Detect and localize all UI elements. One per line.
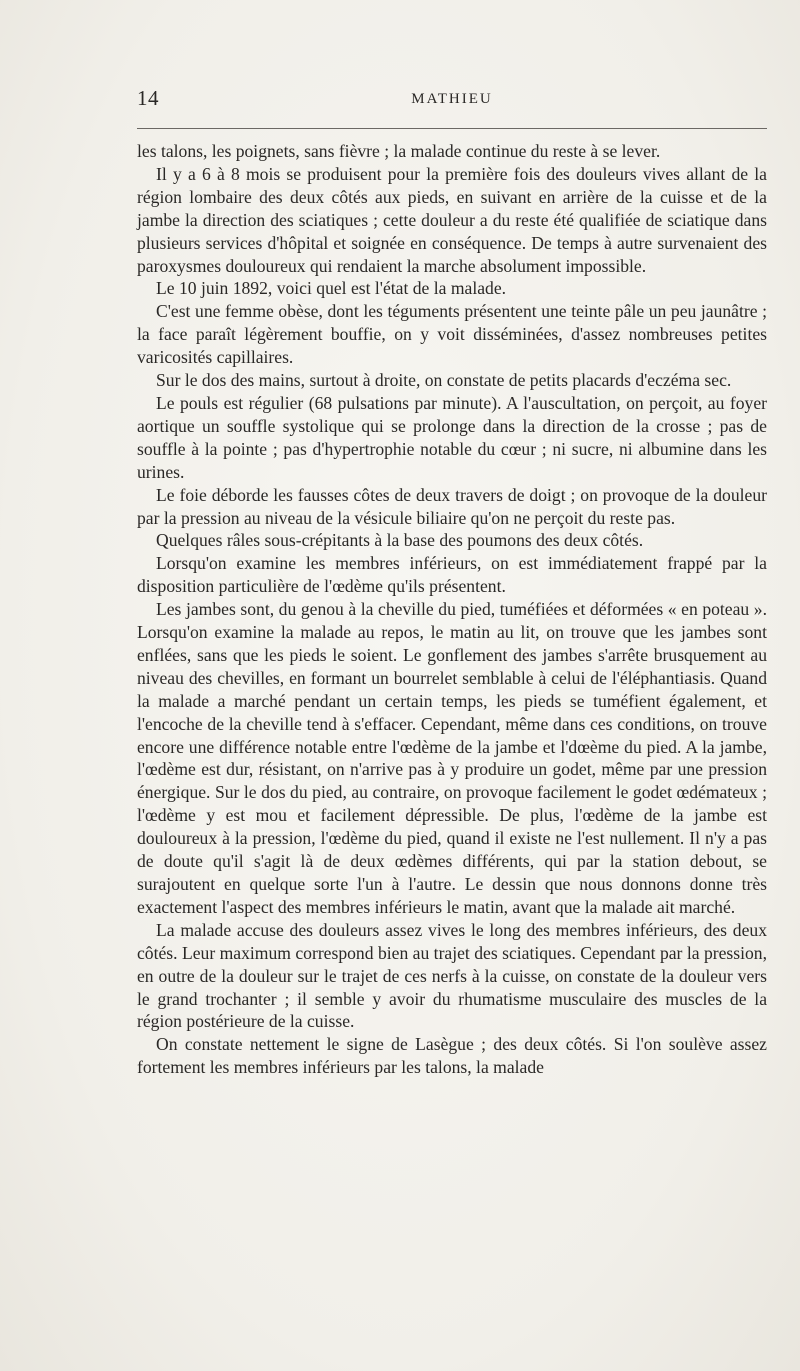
paragraph: Lorsqu'on examine les membres inférieurs, on est immédiatement frappé par la disposition particulière de l'œdème qu'ils présentent. [137, 553, 767, 597]
paragraph: Les jambes sont, du genou à la cheville du pied, tuméfiées et déformées « en poteau ». Lorsqu'on examine la malade au repos, le matin au lit, on trouve que les jambes sont enflées, sans que les pieds le soient. Le gonflement des jambes s'arrête brusquement au niveau des chevilles, en formant un bourrelet semblable à celui de l'éléphantiasis. Quand la malade a marché pendant un certain temps, les pieds se tuméfient également, et l'encoche de la cheville tend à s'effacer. Cependant, même dans ces conditions, on trouve encore une différence notable entre l'œdème de la jambe et l'dœème du pied. A la jambe, l'œdème est dur, résistant, on n'arrive pas à y produire un godet, même par une pression énergique. Sur le dos du pied, au contraire, on provoque facilement le godet œdémateux ; l'œdème y est mou et facilement dépressible. De plus, l'œdème de la jambe est douloureux à la pression, l'œdème du pied, quand il existe ne l'est nullement. Il n'y a pas de doute qu'il s'agit là de deux œdèmes différents, qui par la station debout, se surajoutent en quelque sorte l'un à l'autre. Le dessin que nous donnons donne très exactement l'aspect des membres inférieurs le matin, avant que la malade ait marché. [137, 599, 767, 917]
paragraph: Sur le dos des mains, surtout à droite, on constate de petits placards d'eczéma sec. [156, 370, 732, 391]
paragraph: les talons, les poignets, sans fièvre ; la malade continue du reste à se lever. [137, 141, 661, 161]
header-rule [137, 128, 767, 129]
paragraph: Le 10 juin 1892, voici quel est l'état de la malade. [156, 278, 507, 299]
page-header [137, 86, 767, 114]
page-number: 14 [137, 86, 159, 110]
paragraph: Le pouls est régulier (68 pulsations par minute). A l'auscultation, on perçoit, au foyer aortique un souffle systolique qui se prolonge dans la direction de la crosse ; pas de souffle à la pointe ; pas d'hypertrophie notable du cœur ; ni sucre, ni albumine dans les urines. [137, 392, 767, 482]
body-text [137, 140, 767, 1079]
paragraph: Il y a 6 à 8 mois se produisent pour la première fois des douleurs vives allant de la région lombaire des deux côtés aux pieds, en suivant en arrière de la cuisse et de la jambe la direction des sciatiques ; cette douleur a du reste été qualifiée de sciatique dans plusieurs services d'hôpital et soignée en conséquence. De temps à autre survenaient des paroxysmes douloureux qui rendaient la marche absolument impossible. [137, 163, 767, 276]
paragraph: C'est une femme obèse, dont les téguments présentent une teinte pâle un peu jaunâtre ; la face paraît légèrement bouffie, on y voit disséminées, d'assez nombreuses petites varicosités capillaires. [137, 301, 767, 368]
paragraph: La malade accuse des douleurs assez vives le long des membres inférieurs, des deux côtés. Leur maximum correspond bien au trajet des sciatiques. Cependant par la pression, en outre de la douleur sur le trajet de ces nerfs à la cuisse, on constate de la douleur vers le grand trochanter ; il semble y avoir du rhumatisme musculaire des muscles de la région postérieure de la cuisse. [137, 919, 767, 1032]
paragraph: Le foie déborde les fausses côtes de deux travers de doigt ; on provoque de la douleur par la pression au niveau de la vésicule biliaire qu'on ne perçoit du reste pas. [137, 484, 767, 528]
paragraph: Quelques râles sous-crépitants à la base des poumons des deux côtés. [156, 530, 644, 551]
paragraph: On constate nettement le signe de Lasègue ; des deux côtés. Si l'on soulève assez fortement les membres inférieurs par les talons, la malade [137, 1034, 767, 1078]
running-head: MATHIEU [411, 91, 493, 107]
